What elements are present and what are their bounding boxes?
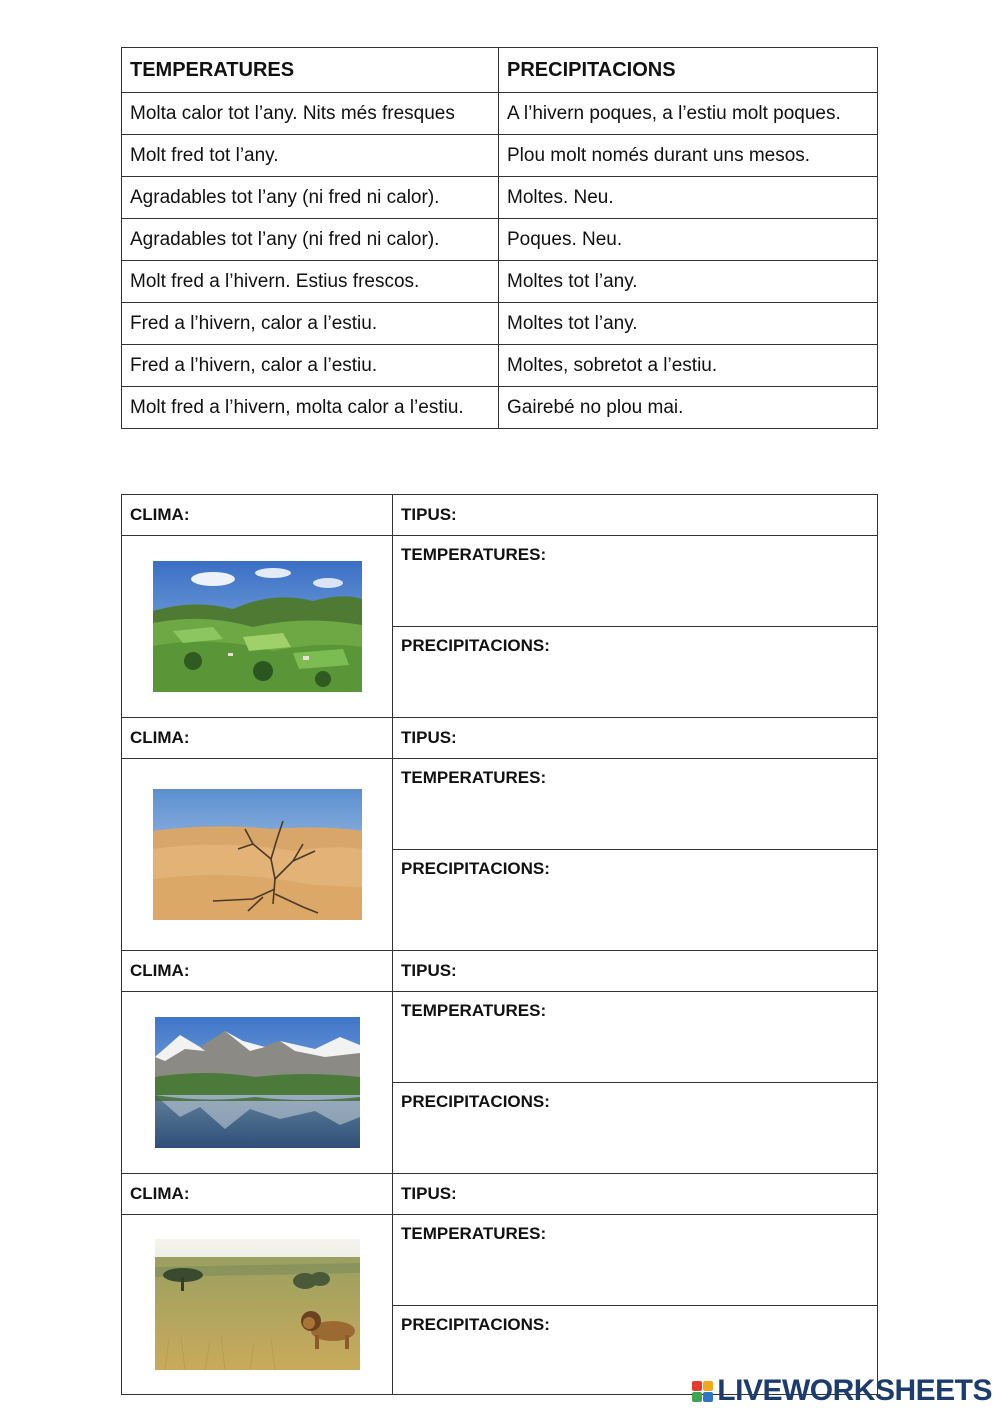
precipitation-cell: Moltes, sobretot a l’estiu. xyxy=(499,345,878,387)
mountain-lake-photo xyxy=(155,1017,360,1148)
clima-field[interactable]: CLIMA: xyxy=(122,495,393,536)
temperature-cell: Fred a l’hivern, calor a l’estiu. xyxy=(122,345,499,387)
logo-mark-icon xyxy=(692,1381,713,1402)
reference-table-header xyxy=(122,48,878,93)
desert-tree-photo xyxy=(153,789,362,920)
table-row xyxy=(122,135,878,177)
liveworksheets-logo xyxy=(692,1374,992,1408)
photo-cell xyxy=(122,759,393,951)
precipitacions-field[interactable]: PRECIPITACIONS: xyxy=(393,627,878,718)
table-row xyxy=(122,261,878,303)
table-row xyxy=(122,219,878,261)
green-hills-photo xyxy=(153,561,362,692)
table-row xyxy=(122,93,878,135)
temperature-cell: Agradables tot l’any (ni fred ni calor). xyxy=(122,219,499,261)
temperature-cell: Fred a l’hivern, calor a l’estiu. xyxy=(122,303,499,345)
temperature-cell: Molt fred a l’hivern. Estius frescos. xyxy=(122,261,499,303)
clima-field[interactable]: CLIMA: xyxy=(122,951,393,992)
climate-card-body xyxy=(122,759,878,850)
table-row xyxy=(122,345,878,387)
precipitacions-field[interactable]: PRECIPITACIONS: xyxy=(393,1083,878,1174)
clima-field[interactable]: CLIMA: xyxy=(122,1174,393,1215)
reference-table xyxy=(121,47,878,429)
tipus-field[interactable]: TIPUS: xyxy=(393,718,878,759)
temperature-cell: Molt fred a l’hivern, molta calor a l’estiu. xyxy=(122,387,499,429)
temperature-cell: Molt fred tot l’any. xyxy=(122,135,499,177)
temperature-cell: Agradables tot l’any (ni fred ni calor). xyxy=(122,177,499,219)
climate-card-header xyxy=(122,1174,878,1215)
tipus-field[interactable]: TIPUS: xyxy=(393,951,878,992)
climate-card-body xyxy=(122,1215,878,1306)
tipus-field[interactable]: TIPUS: xyxy=(393,495,878,536)
photo-cell xyxy=(122,536,393,718)
temperatures-field[interactable]: TEMPERATURES: xyxy=(393,536,878,627)
temperatures-field[interactable]: TEMPERATURES: xyxy=(393,1215,878,1306)
precipitation-cell: Poques. Neu. xyxy=(499,219,878,261)
photo-cell xyxy=(122,992,393,1174)
precipitation-cell: Plou molt només durant uns mesos. xyxy=(499,135,878,177)
temperature-cell: Molta calor tot l’any. Nits més fresques xyxy=(122,93,499,135)
header-temperatures: TEMPERATURES xyxy=(122,48,499,93)
climate-card-header xyxy=(122,495,878,536)
climate-card-body xyxy=(122,992,878,1083)
table-row xyxy=(122,387,878,429)
precipitation-cell: Moltes tot l’any. xyxy=(499,303,878,345)
precipitation-cell: Moltes. Neu. xyxy=(499,177,878,219)
savanna-lion-photo xyxy=(155,1239,360,1370)
climate-cards-table xyxy=(121,494,878,1395)
tipus-field[interactable]: TIPUS: xyxy=(393,1174,878,1215)
photo-cell xyxy=(122,1215,393,1395)
climate-card-header xyxy=(122,718,878,759)
climate-card-body xyxy=(122,536,878,627)
precipitacions-field[interactable]: PRECIPITACIONS: xyxy=(393,850,878,951)
table-row xyxy=(122,303,878,345)
temperatures-field[interactable]: TEMPERATURES: xyxy=(393,992,878,1083)
brand-name: LIVEWORKSHEETS xyxy=(717,1374,992,1407)
header-precipitacions: PRECIPITACIONS xyxy=(499,48,878,93)
precipitation-cell: Gairebé no plou mai. xyxy=(499,387,878,429)
climate-card-header xyxy=(122,951,878,992)
temperatures-field[interactable]: TEMPERATURES: xyxy=(393,759,878,850)
table-row xyxy=(122,177,878,219)
precipitacions-field[interactable]: PRECIPITACIONS: xyxy=(393,1306,878,1395)
precipitation-cell: Moltes tot l’any. xyxy=(499,261,878,303)
precipitation-cell: A l’hivern poques, a l’estiu molt poques. xyxy=(499,93,878,135)
clima-field[interactable]: CLIMA: xyxy=(122,718,393,759)
